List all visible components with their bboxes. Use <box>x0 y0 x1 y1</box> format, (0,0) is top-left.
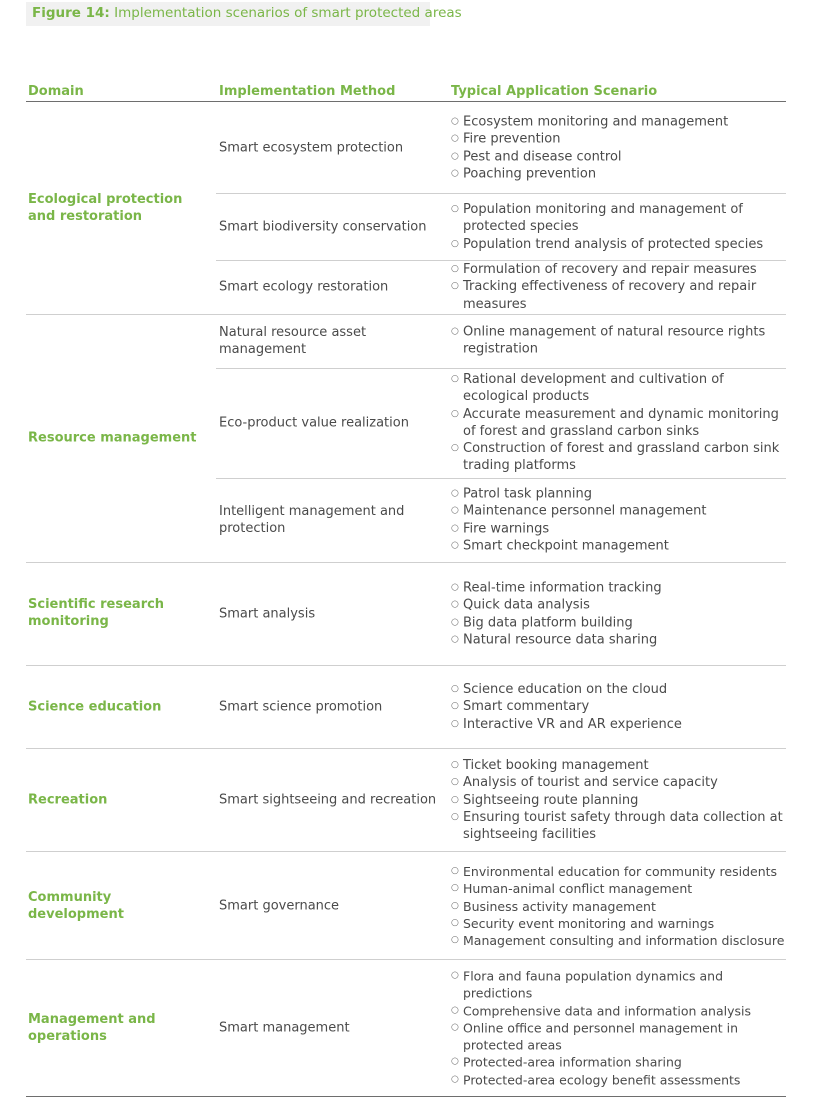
method-cell: Smart governance <box>219 898 340 914</box>
scenario-item: ○ Maintenance personnel management <box>451 503 786 520</box>
scenario-list <box>451 324 786 359</box>
section-divider <box>26 959 786 960</box>
section-divider <box>26 851 786 852</box>
scenario-list <box>451 371 786 475</box>
scenario-item: ○ Comprehensive data and information analysis <box>451 1002 786 1019</box>
header-scenario: Typical Application Scenario <box>451 84 658 99</box>
scenario-list <box>451 261 786 313</box>
scenario-item: ○ Science education on the cloud <box>451 681 786 698</box>
scenario-item: ○ Natural resource data sharing <box>451 631 786 648</box>
scenario-list <box>451 579 786 648</box>
scenario-item: ○ Population monitoring and management of protected species <box>451 201 786 236</box>
method-cell: Smart ecosystem protection <box>219 140 404 156</box>
section-divider <box>26 562 786 563</box>
scenario-item: ○ Fire warnings <box>451 520 786 537</box>
method-cell: Smart biodiversity conservation <box>219 219 427 235</box>
domain-resource-management: Resource management <box>28 430 197 446</box>
scenario-item: ○ Protected-area ecology benefit assessments <box>451 1071 786 1088</box>
scenario-item: ○ Tracking effectiveness of recovery and repair measures <box>451 278 786 313</box>
scenario-list <box>451 113 786 182</box>
method-cell: Eco-product value realization <box>219 415 409 431</box>
scenario-item: ○ Rational development and cultivation of ecological products <box>451 371 786 406</box>
figure-caption <box>26 2 462 26</box>
scenario-item: ○ Smart checkpoint management <box>451 537 786 554</box>
scenario-list <box>451 863 786 949</box>
method-cell: Smart ecology restoration <box>219 279 389 295</box>
scenario-item: ○ Construction of forest and grassland carbon sink trading platforms <box>451 440 786 475</box>
scenario-item: ○ Formulation of recovery and repair measures <box>451 261 786 278</box>
scenario-item: ○ Sightseeing route planning <box>451 791 786 808</box>
header-domain: Domain <box>28 84 84 99</box>
scenario-item: ○ Analysis of tourist and service capacity <box>451 774 786 791</box>
scenario-item: ○ Pest and disease control <box>451 148 786 165</box>
scenario-item: ○ Management consulting and information disclosure <box>451 932 786 949</box>
section-divider <box>26 314 786 315</box>
scenario-item: ○ Poaching prevention <box>451 165 786 182</box>
header-rule <box>26 101 786 102</box>
scenario-item: ○ Online office and personnel management in protected areas <box>451 1019 786 1054</box>
scenario-item: ○ Quick data analysis <box>451 597 786 614</box>
scenario-list <box>451 681 786 733</box>
scenario-item: ○ Interactive VR and AR experience <box>451 716 786 733</box>
method-cell: Intelligent management and protection <box>219 504 405 536</box>
scenario-item: ○ Human-animal conflict management <box>451 880 786 897</box>
row-divider <box>216 193 786 194</box>
scenario-item: ○ Online management of natural resource rights registration <box>451 324 786 359</box>
method-cell: Smart management <box>219 1020 350 1036</box>
scenario-item: ○ Ticket booking management <box>451 757 786 774</box>
row-divider <box>216 368 786 369</box>
section-divider <box>26 665 786 666</box>
scenario-item: ○ Environmental education for community residents <box>451 863 786 880</box>
domain-ecological-protection: Ecological protection and restoration <box>28 192 183 224</box>
scenario-item: ○ Real-time information tracking <box>451 579 786 596</box>
scenario-item: ○ Security event monitoring and warnings <box>451 915 786 932</box>
scenario-item: ○ Business activity management <box>451 897 786 914</box>
scenario-item: ○ Fire prevention <box>451 131 786 148</box>
scenario-item: ○ Accurate measurement and dynamic monitoring of forest and grassland carbon sinks <box>451 406 786 441</box>
scenario-item: ○ Flora and fauna population dynamics and predictions <box>451 967 786 1002</box>
method-cell: Smart analysis <box>219 606 316 622</box>
scenario-item: ○ Patrol task planning <box>451 485 786 502</box>
scenario-item: ○ Ensuring tourist safety through data collection at sightseeing facilities <box>451 809 786 844</box>
scenario-list <box>451 485 786 554</box>
section-divider <box>26 748 786 749</box>
domain-scientific-research: Scientific research monitoring <box>28 597 165 629</box>
figure-caption-text: Implementation scenarios of smart protected areas <box>114 5 462 21</box>
scenario-list <box>451 201 786 253</box>
scenario-item: ○ Big data platform building <box>451 614 786 631</box>
header-method: Implementation Method <box>219 84 396 99</box>
domain-management-operations: Management and operations <box>28 1012 156 1044</box>
scenario-item: ○ Smart commentary <box>451 698 786 715</box>
scenario-item: ○ Ecosystem monitoring and management <box>451 113 786 130</box>
table-bottom-rule <box>26 1096 786 1097</box>
figure-number: Figure 14: <box>32 5 110 21</box>
scenario-list <box>451 757 786 843</box>
domain-science-education: Science education <box>28 699 162 715</box>
domain-community-development: Community development <box>28 890 124 922</box>
scenario-list <box>451 967 786 1088</box>
domain-recreation: Recreation <box>28 792 108 808</box>
scenario-item: ○ Population trend analysis of protected species <box>451 236 786 253</box>
method-cell: Smart science promotion <box>219 699 383 715</box>
scenario-item: ○ Protected-area information sharing <box>451 1054 786 1071</box>
method-cell: Smart sightseeing and recreation <box>219 792 437 808</box>
row-divider <box>216 478 786 479</box>
method-cell: Natural resource asset management <box>219 325 367 357</box>
